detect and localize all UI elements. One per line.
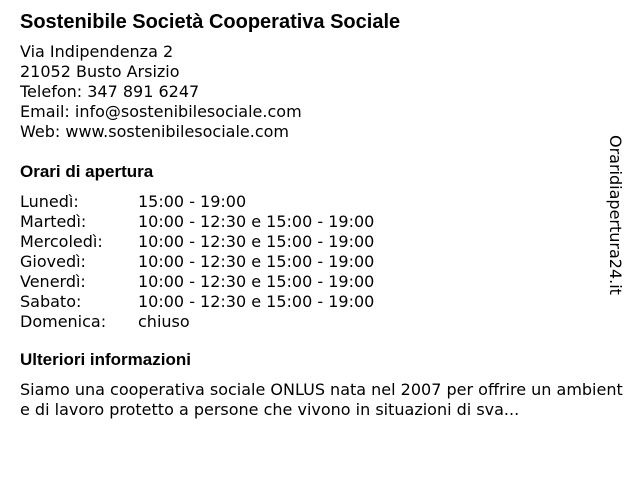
info-description: Siamo una cooperativa sociale ONLUS nata nel 2007 per offrire un ambiente di lavoro protetto a persone che vivono in situazioni di sva... [20,380,623,419]
hours-time: 15:00 - 19:00 [138,192,247,211]
hours-day: Giovedì: [20,252,86,271]
address-block [20,42,620,142]
hours-day: Lunedì: [20,192,79,211]
hours-day: Domenica: [20,312,107,331]
site-watermark-text: Oraridiapertura24.it [606,135,625,295]
phone-line: Telefon: 347 891 6247 [20,82,200,101]
city-address: 21052 Busto Arsizio [20,62,180,81]
hours-row [20,272,620,292]
hours-time: 10:00 - 12:30 e 15:00 - 19:00 [138,252,375,271]
hours-table [20,192,620,332]
hours-row [20,312,620,332]
business-card [20,10,623,420]
hours-day: Martedì: [20,212,87,231]
hours-time: 10:00 - 12:30 e 15:00 - 19:00 [138,272,375,291]
hours-time: 10:00 - 12:30 e 15:00 - 19:00 [138,232,375,251]
hours-day: Venerdì: [20,272,86,291]
web-line: Web: www.sostenibilesociale.com [20,122,290,141]
info-heading: Ulteriori informazioni [20,350,191,369]
hours-time: 10:00 - 12:30 e 15:00 - 19:00 [138,292,375,311]
hours-row [20,292,620,312]
hours-row [20,252,620,272]
email-line: Email: info@sostenibilesociale.com [20,102,302,121]
hours-heading: Orari di apertura [20,162,154,181]
site-watermark [606,135,636,307]
hours-row [20,232,620,252]
hours-time: chiuso [138,312,190,331]
hours-day: Sabato: [20,292,82,311]
business-name: Sostenibile Società Cooperativa Sociale [20,11,401,33]
hours-day: Mercoledì: [20,232,103,251]
hours-time: 10:00 - 12:30 e 15:00 - 19:00 [138,212,375,231]
street-address: Via Indipendenza 2 [20,42,174,61]
hours-row [20,212,620,232]
hours-row [20,192,620,212]
